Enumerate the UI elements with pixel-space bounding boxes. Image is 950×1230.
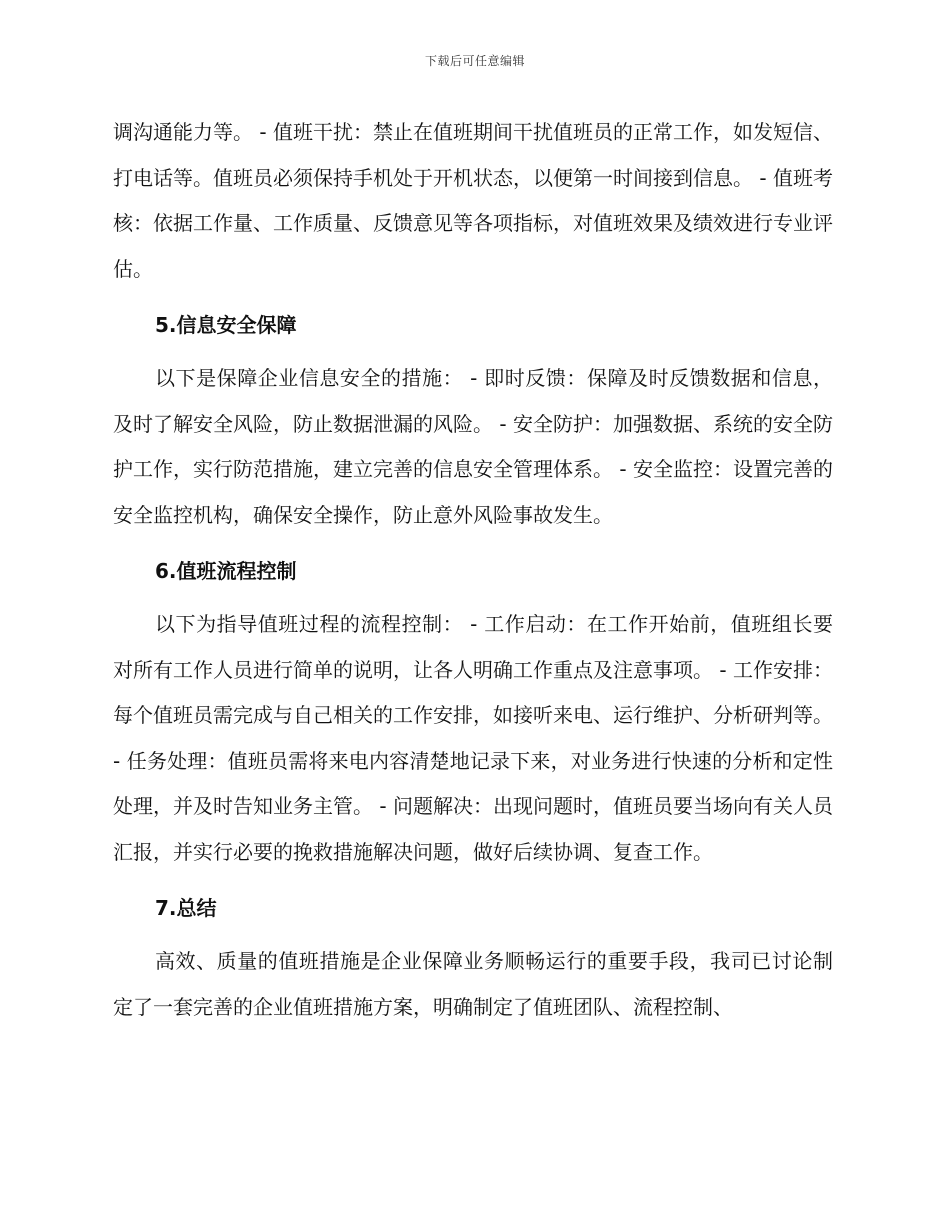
paragraph-duty-rules-continued: 调沟通能力等。 - 值班干扰：禁止在值班期间干扰值班员的正常工作，如发短信、打电话等。值班员必须保持手机处于开机状态，以便第一时间接到信息。 - 值班考核：依据工作量、工作质量、反馈意见等各项指标，对值班效果及绩效进行专业评估。 [113, 120, 833, 281]
paragraph-duty-process-control: 以下为指导值班过程的流程控制： - 工作启动：在工作开始前，值班组长要对所有工作人员进行简单的说明，让各人明确工作重点及注意事项。 - 工作安排：每个值班员需完成与自己相关的工作安排，如接听来电、运行维护、分析研判等。 - 任务处理：值班员需将来电内容清楚地记录下来，对业务进行快速的分析和定性处理，并及时告知业务主管。 - 问题解决：出现问题时，值班员要当场向有关人员汇报，并实行必要的挽救措施解决问题，做好后续协调、复查工作。 [113, 612, 833, 864]
paragraph-summary: 高效、质量的值班措施是企业保障业务顺畅运行的重要手段，我司已讨论制定了一套完善的企业值班措施方案，明确制定了值班团队、流程控制、 [113, 949, 833, 1019]
section-heading-information-security: 5.信息安全保障 [155, 313, 297, 337]
document-body [113, 110, 833, 1030]
page-header: 下载后可任意编辑 [424, 54, 525, 68]
section-heading-duty-process-control: 6.值班流程控制 [155, 559, 297, 583]
section-heading-summary: 7.总结 [155, 896, 217, 920]
paragraph-information-security: 以下是保障企业信息安全的措施： - 即时反馈：保障及时反馈数据和信息，及时了解安全风险，防止数据泄漏的风险。 - 安全防护：加强数据、系统的安全防护工作，实行防范措施，建立完善的信息安全管理体系。 - 安全监控：设置完善的安全监控机构，确保安全操作，防止意外风险事故发生。 [113, 366, 833, 527]
